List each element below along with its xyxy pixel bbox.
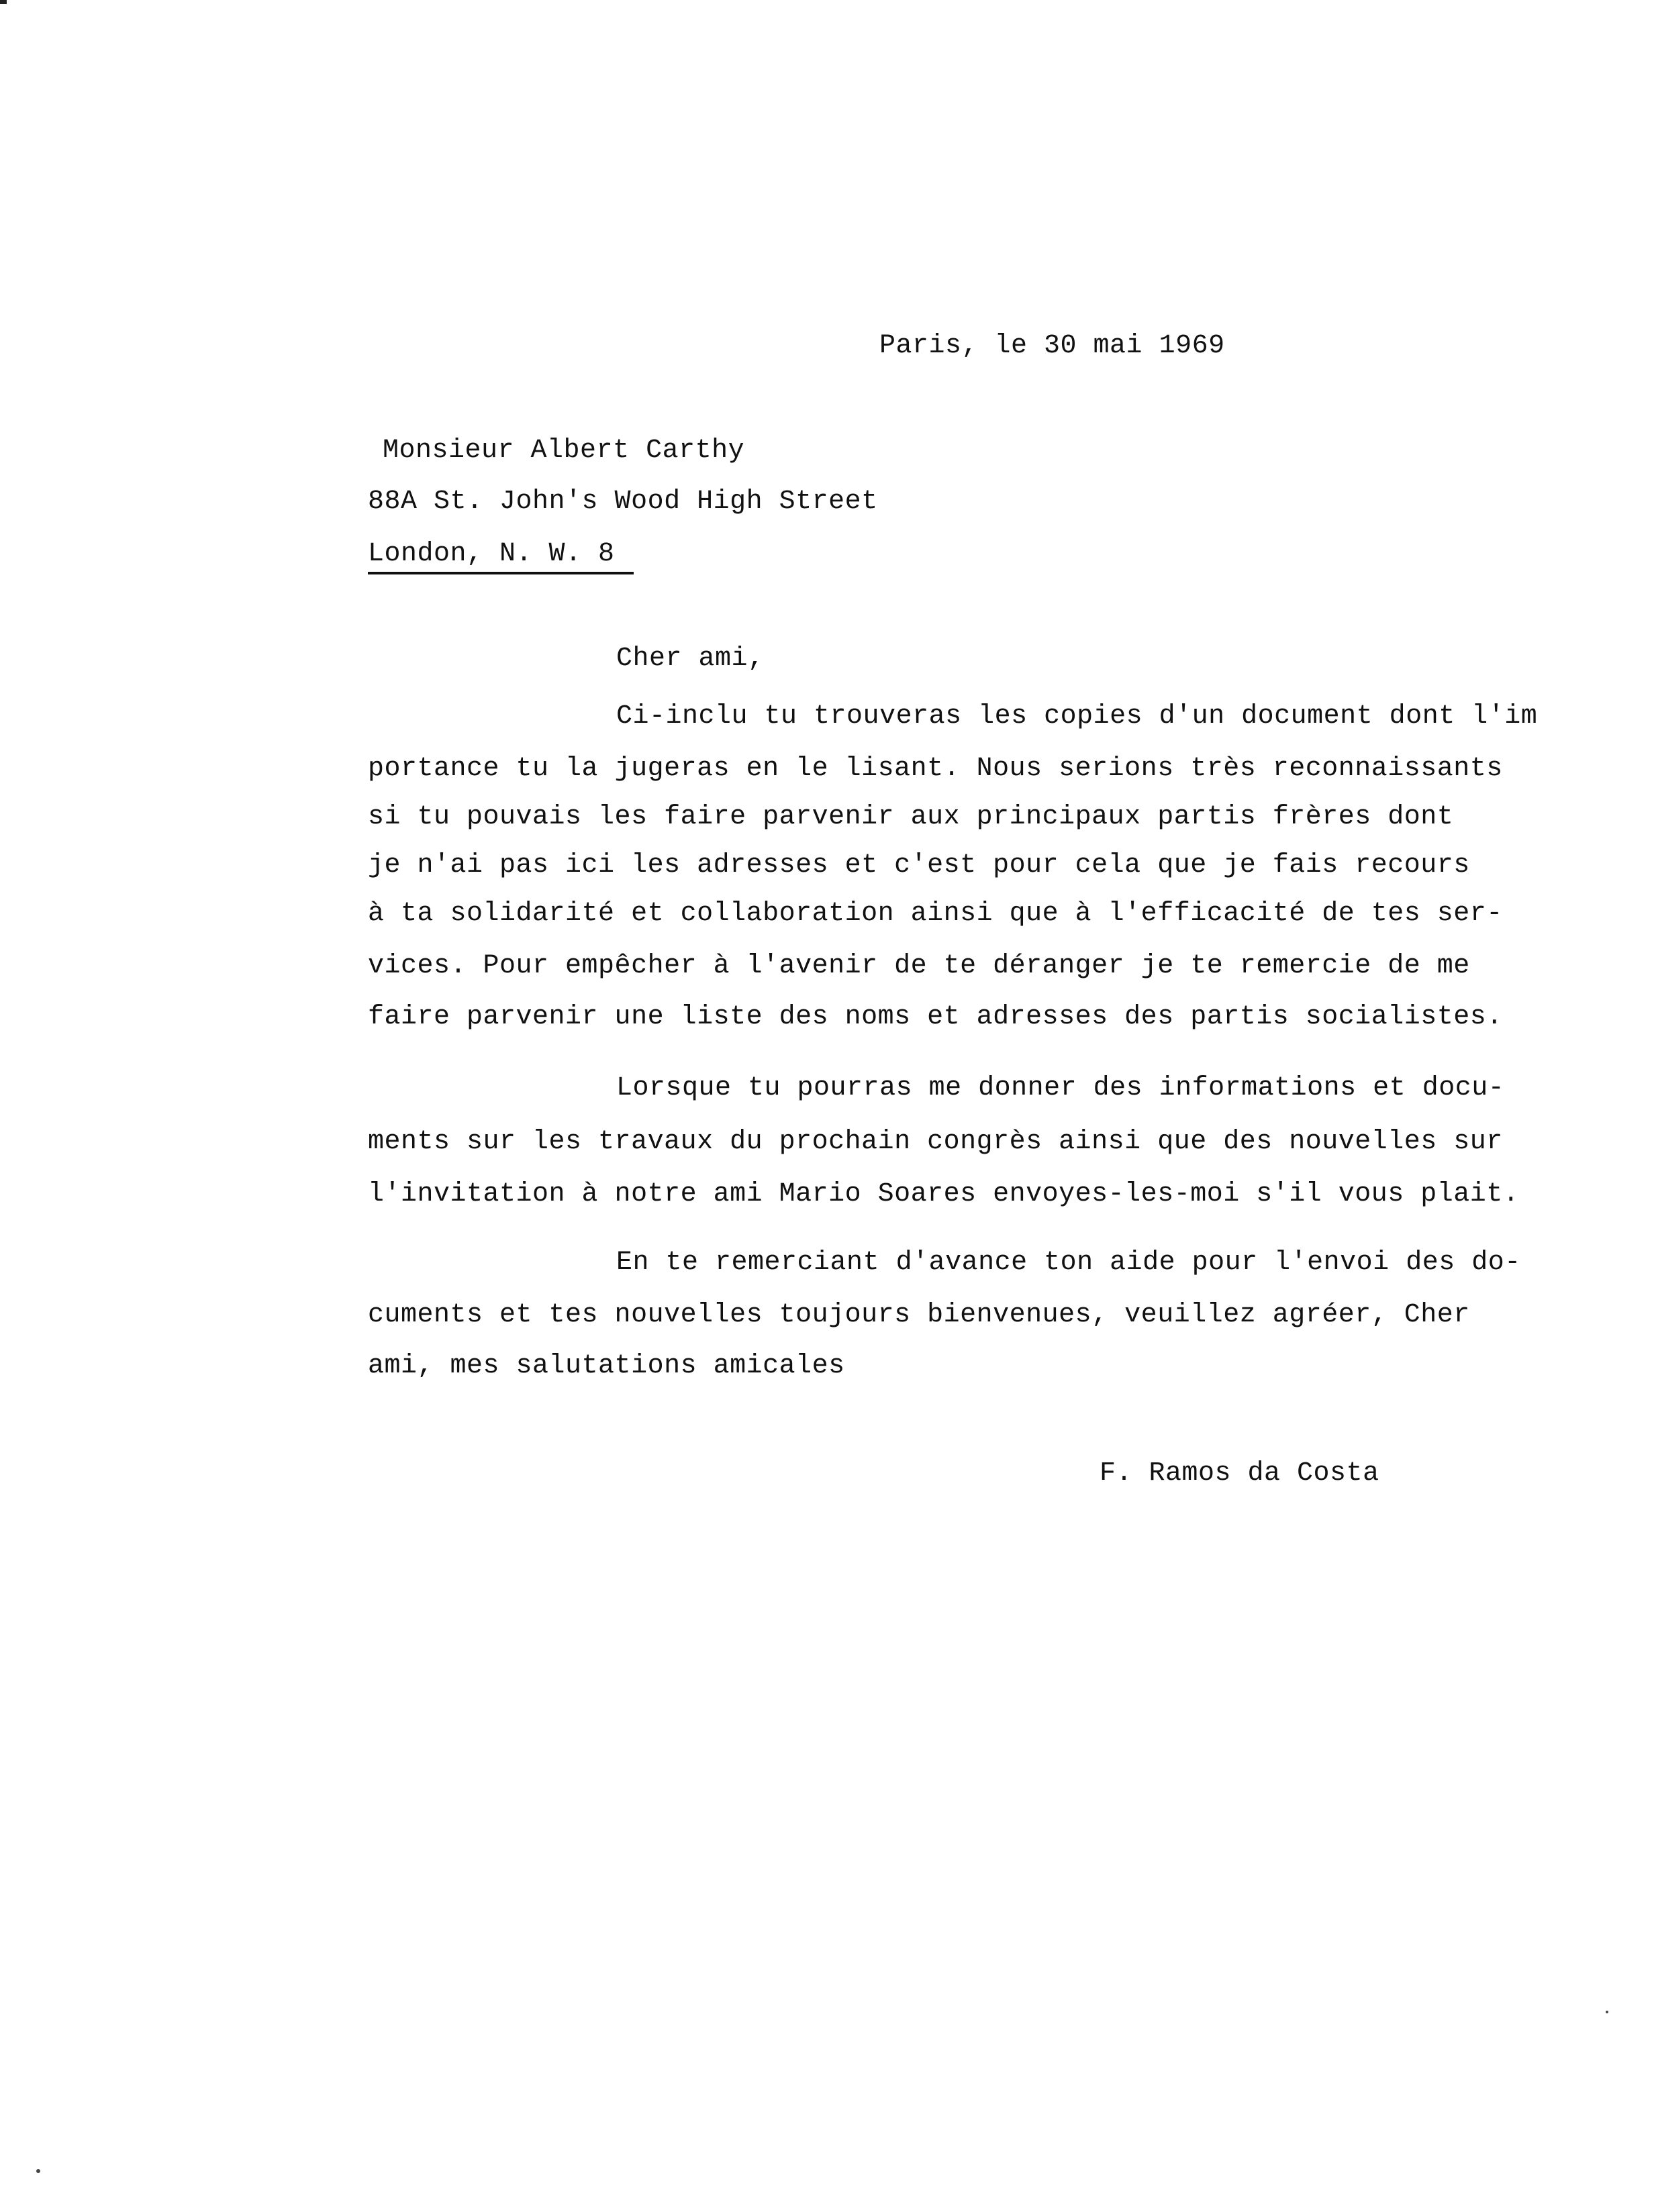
body-line: En te remerciant d'avance ton aide pour l'envoi des do- [616,1248,1521,1278]
signature: F. Ramos da Costa [1100,1458,1379,1489]
body-line: si tu pouvais les faire parvenir aux principaux partis frères dont [368,802,1454,832]
body-line: ments sur les travaux du prochain congrès ainsi que des nouvelles sur [368,1127,1503,1157]
body-line: faire parvenir une liste des noms et adresses des partis socialistes. [368,1002,1503,1032]
letter-date: Paris, le 30 mai 1969 [879,331,1225,361]
body-line: vices. Pour empêcher à l'avenir de te déranger je te remercie de me [368,951,1470,981]
scan-speck [1606,2011,1608,2013]
address-underline [368,572,634,574]
body-line: portance tu la jugeras en le lisant. Nous serions très reconnaissants [368,754,1503,784]
body-line: l'invitation à notre ami Mario Soares envoyes-les-moi s'il vous plait. [368,1179,1520,1209]
scan-corner-mark [0,0,7,4]
salutation: Cher ami, [616,644,765,674]
scan-speck [36,2169,40,2173]
body-line: je n'ai pas ici les adresses et c'est pour cela que je fais recours [368,850,1470,881]
body-line: ami, mes salutations amicales [368,1351,845,1381]
recipient-street: 88A St. John's Wood High Street [368,487,878,517]
body-line: cuments et tes nouvelles toujours bienvenues, veuillez agréer, Cher [368,1300,1470,1330]
body-line: Lorsque tu pourras me donner des informations et docu- [616,1073,1505,1103]
body-line: Ci-inclu tu trouveras les copies d'un document dont l'im [616,701,1538,732]
body-line: à ta solidarité et collaboration ainsi que à l'efficacité de tes ser- [368,899,1503,929]
recipient-name: Monsieur Albert Carthy [383,436,745,466]
recipient-city: London, N. W. 8 [368,539,615,569]
